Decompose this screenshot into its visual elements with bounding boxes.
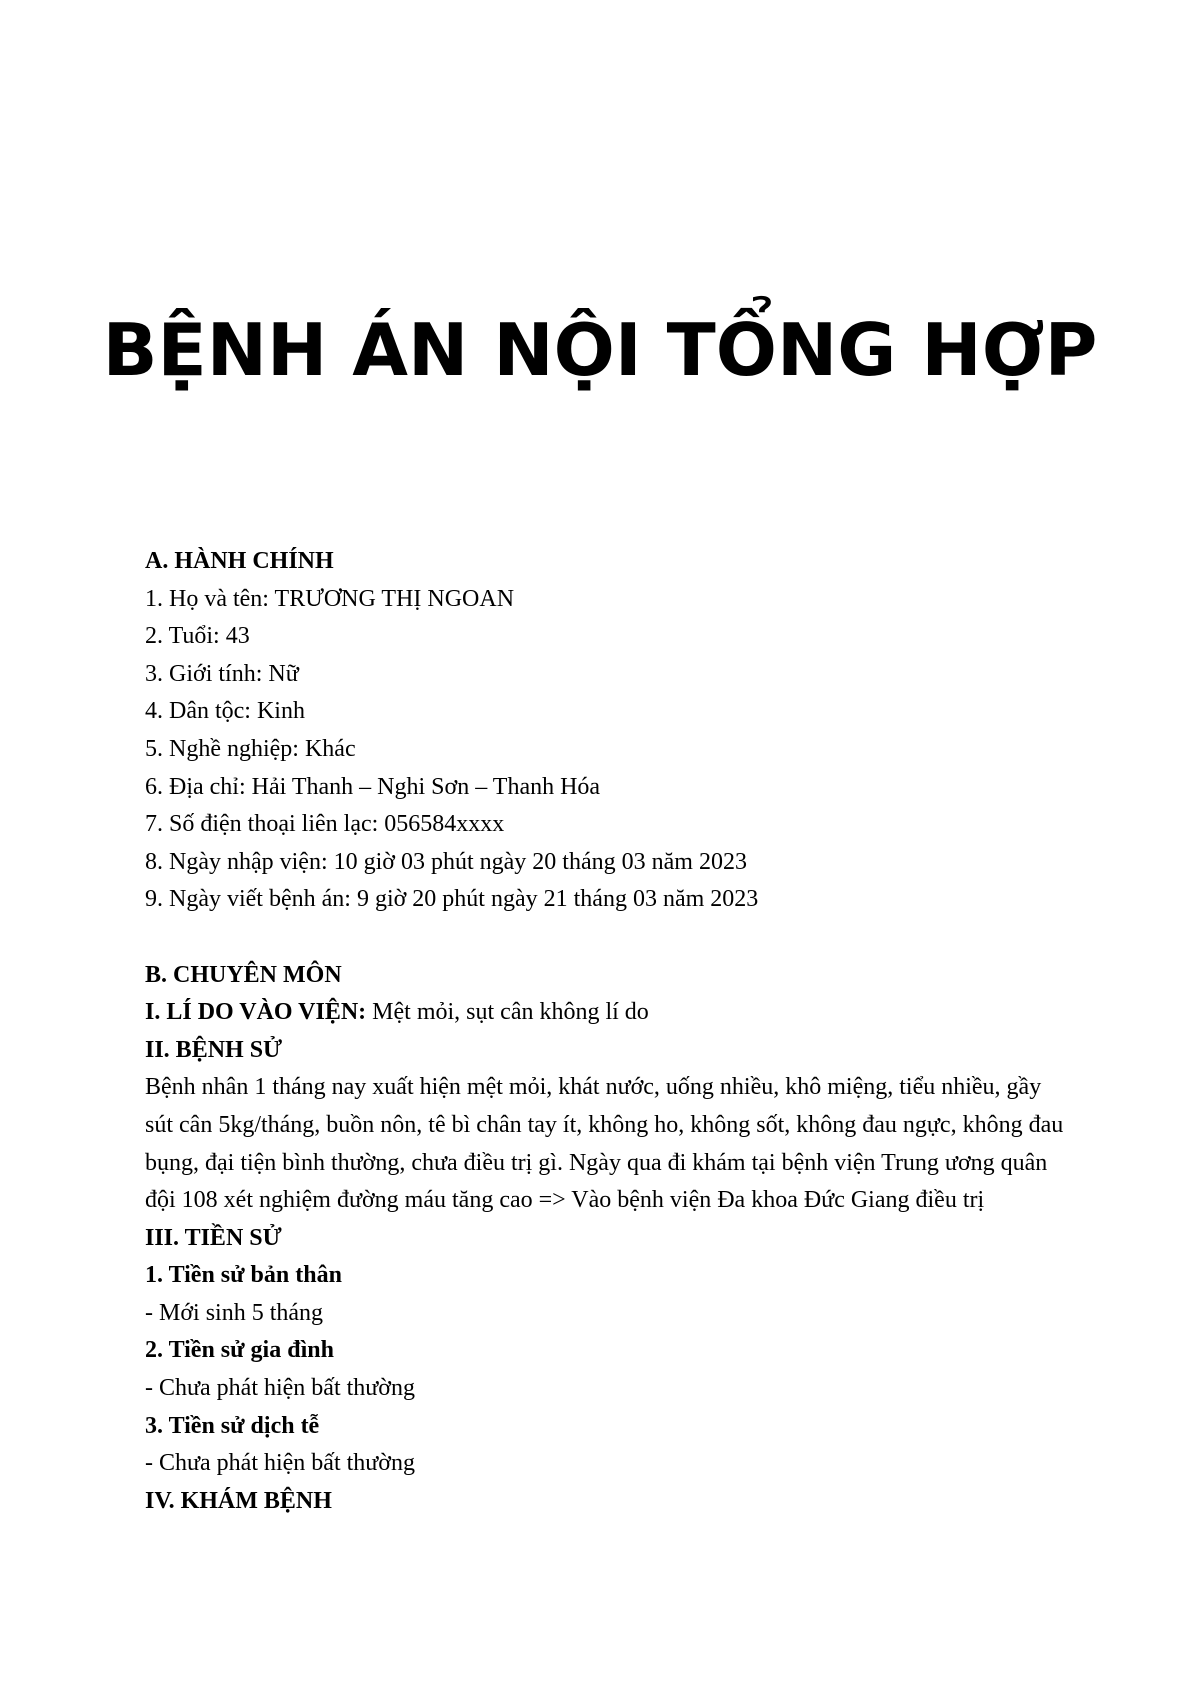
personal-history-heading: 1. Tiền sử bản thân [145, 1262, 342, 1289]
document-title: BỆNH ÁN NỘI TỔNG HỢP [102, 308, 1098, 392]
history-paragraph: Bệnh nhân 1 tháng nay xuất hiện mệt mỏi, khát nước, uống nhiều, khô miệng, tiểu nhiều, gầy sút cân 5kg/tháng, buồn nôn, tê bì chân tay ít, không ho, không sốt, không đau ngực, không đau bụng, đại tiện bình thường, chưa điều trị gì. Ngày qua đi khám tại bệnh viện Trung ương quân đội 108 xét nghiệm đường máu tăng cao => Vào bệnh viện Đa khoa Đức Giang điều trị [145, 1074, 1064, 1214]
admin-item-occupation: 5. Nghề nghiệp: Khác [145, 735, 356, 762]
admin-item-address: 6. Địa chỉ: Hải Thanh – Nghi Sơn – Thanh Hóa [145, 773, 601, 800]
past-history-heading: III. TIỀN SỬ [145, 1224, 282, 1251]
reason-label: I. LÍ DO VÀO VIỆN: [145, 999, 367, 1026]
section-a-heading: A. HÀNH CHÍNH [145, 548, 334, 574]
admin-item-admission-date: 8. Ngày nhập viện: 10 giờ 03 phút ngày 20 tháng 03 năm 2023 [145, 848, 747, 875]
history-heading: II. BỆNH SỬ [145, 1036, 283, 1063]
examination-heading: IV. KHÁM BỆNH [145, 1487, 332, 1514]
personal-history-text: - Mới sinh 5 tháng [145, 1299, 324, 1326]
document-body [145, 543, 1065, 1520]
admin-item-ethnicity: 4. Dân tộc: Kinh [145, 698, 305, 725]
family-history-heading: 2. Tiền sử gia đình [145, 1337, 334, 1364]
admin-item-record-date: 9. Ngày viết bệnh án: 9 giờ 20 phút ngày 21 tháng 03 năm 2023 [145, 886, 759, 913]
reason-text: Mệt mỏi, sụt cân không lí do [366, 999, 649, 1026]
admin-item-phone: 7. Số điện thoại liên lạc: 056584xxxx [145, 811, 505, 838]
section-b-heading: B. CHUYÊN MÔN [145, 961, 342, 988]
reason-for-admission [145, 994, 1065, 1032]
epidemiology-heading: 3. Tiền sử dịch tễ [145, 1412, 320, 1439]
family-history-text: - Chưa phát hiện bất thường [145, 1375, 415, 1402]
admin-item-gender: 3. Giới tính: Nữ [145, 660, 299, 687]
admin-item-name: 1. Họ và tên: TRƯƠNG THỊ NGOAN [145, 585, 515, 612]
epidemiology-text: - Chưa phát hiện bất thường [145, 1450, 415, 1477]
section-spacer [145, 919, 1065, 957]
admin-item-age: 2. Tuổi: 43 [145, 623, 250, 650]
